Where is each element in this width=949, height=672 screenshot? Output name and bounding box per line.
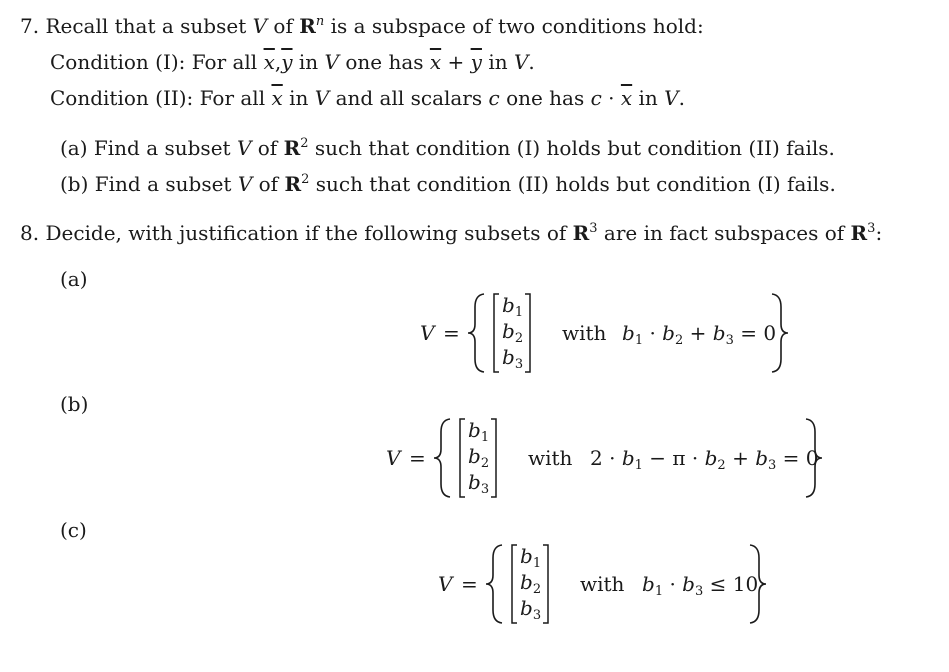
condition-c: $b_1 \cdot b_3 \le 10$	[642, 572, 759, 599]
right-brace-b	[802, 418, 826, 498]
left-brace-c	[482, 544, 506, 624]
problem-8a-label: (a)	[60, 267, 88, 291]
entry-b3: $b_3$	[468, 470, 490, 497]
condition-b: $2 \cdot b_1 - \pi \cdot b_2 + b_3 = 0$	[590, 446, 819, 473]
problem-7a: (a) Find a subset V of $R^2$ such that condition (I) holds but condition (II) fails.	[60, 136, 835, 160]
entry-b3: $b_3$	[520, 596, 542, 623]
entry-b1: $b_1$	[520, 544, 542, 571]
right-brace-a	[768, 293, 792, 373]
entry-b3: $b_3$	[502, 345, 524, 372]
entry-b2: $b_2$	[520, 570, 542, 597]
problem-7-line-1: 7. Recall that a subset V of $R^n$ is a subspace of two conditions hold:	[20, 14, 704, 38]
entry-b1: $b_1$	[468, 418, 490, 445]
problem-7-number: 7.	[20, 14, 40, 38]
problem-7b: (b) Find a subset V of $R^2$ such that condition (II) holds but condition (I) fails.	[60, 172, 836, 196]
problem-8-number: 8.	[20, 221, 40, 245]
entry-b2: $b_2$	[468, 444, 490, 471]
left-brace-b	[430, 418, 454, 498]
condition-a: $b_1 \cdot b_2 + b_3 = 0$	[622, 321, 777, 348]
problem-8-line-1: 8. Decide, with justification if the following subsets of $R^3$ are in fact subspaces of $R^3$:	[20, 221, 883, 245]
problem-8b-label: (b)	[60, 392, 89, 416]
left-brace-a	[464, 293, 488, 373]
entry-b2: $b_2$	[502, 319, 524, 346]
entry-b1: $b_1$	[502, 293, 524, 320]
condition-2-line: Condition (II): For all $\overline{x}$ in V and all scalars c one has $c \cdot \overline{x}$ in V.	[50, 86, 685, 110]
right-brace-c	[746, 544, 770, 624]
condition-1-line: Condition (I): For all $\overline{x},\overline{y}$ in V one has $\overline{x} + \overline{y}$ in V.	[50, 50, 535, 74]
problem-8c-label: (c)	[60, 518, 87, 542]
